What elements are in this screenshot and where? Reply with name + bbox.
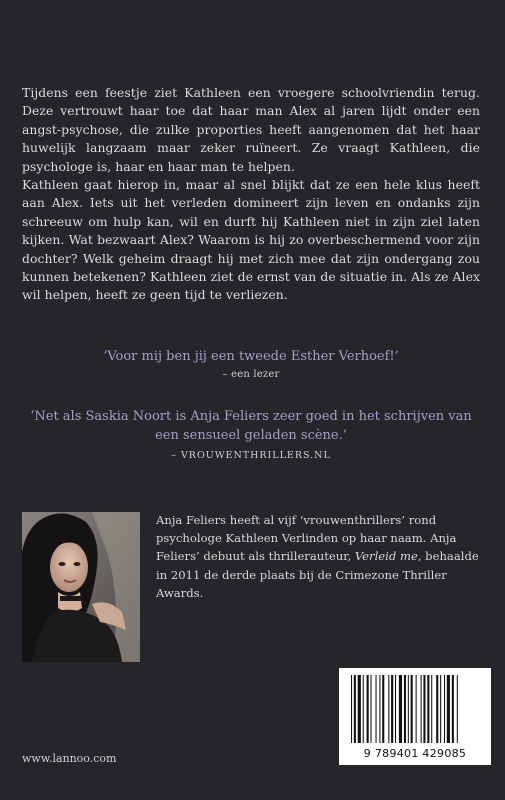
author-portrait-image <box>22 512 140 662</box>
review-quote-text: ‘Net als Saskia Noort is Anja Feliers zeer goed in het schrijven van een sensueel geladen scène.’ <box>30 409 472 443</box>
author-photo <box>22 512 140 662</box>
author-bio-text: Anja Feliers heeft al vijf ‘vrouwenthrillers’ rond psychologe Kathleen Verlinden op haar naam. Anja Feliers’ debuut als thrillerauteur, <box>156 513 457 564</box>
barcode-bars <box>349 675 481 745</box>
review-quote-attribution: – VROUWENTHRILLERS.NL <box>171 450 331 461</box>
isbn-barcode <box>339 668 491 765</box>
author-bio-text-end: , behaalde in 2011 de derde plaats bij de Crimezone Thriller Awards. <box>156 549 479 600</box>
blurb-paragraph-1: Tijdens een feestje ziet Kathleen een vroegere schoolvriendin terug. Deze vertrouwt haar toe dat haar man Alex al jaren lijdt onder een angst-psychose, die zulke proporties heeft aangenomen dat het haar huwelijk langzaam maar zeker ruïneert. Ze vraagt Kathleen, die psychologe is, haar en haar man te helpen. <box>22 85 480 174</box>
reader-quote-text: ‘Voor mij ben jij een tweede Esther Verhoef!’ <box>103 349 399 364</box>
back-cover-blurb <box>22 84 480 305</box>
blurb-paragraph-2: Kathleen gaat hierop in, maar al snel blijkt dat ze een hele klus heeft aan Alex. Iets uit het verleden domineert zijn leven en ondanks zijn schreeuw om hulp kan, wil en durft hij Kathleen niet in zijn ziel laten kijken. Wat bezwaart Alex? Waarom is hij zo overbeschermend voor zijn dochter? Welk geheim draagt hij met zich mee dat zijn ondergang zou kunnen betekenen? Kathleen ziet de ernst van de situatie in. Als ze Alex wil helpen, heeft ze geen tijd te verliezen. <box>22 177 480 303</box>
review-quote <box>22 407 480 461</box>
reader-quote <box>22 348 480 380</box>
author-bio <box>156 511 488 602</box>
isbn-digits: 9 789401 429085 <box>363 747 467 760</box>
reader-quote-attribution: – een lezer <box>222 369 280 380</box>
publisher-website[interactable]: www.lannoo.com <box>22 752 117 765</box>
debut-book-title: Verleid me <box>354 549 418 564</box>
